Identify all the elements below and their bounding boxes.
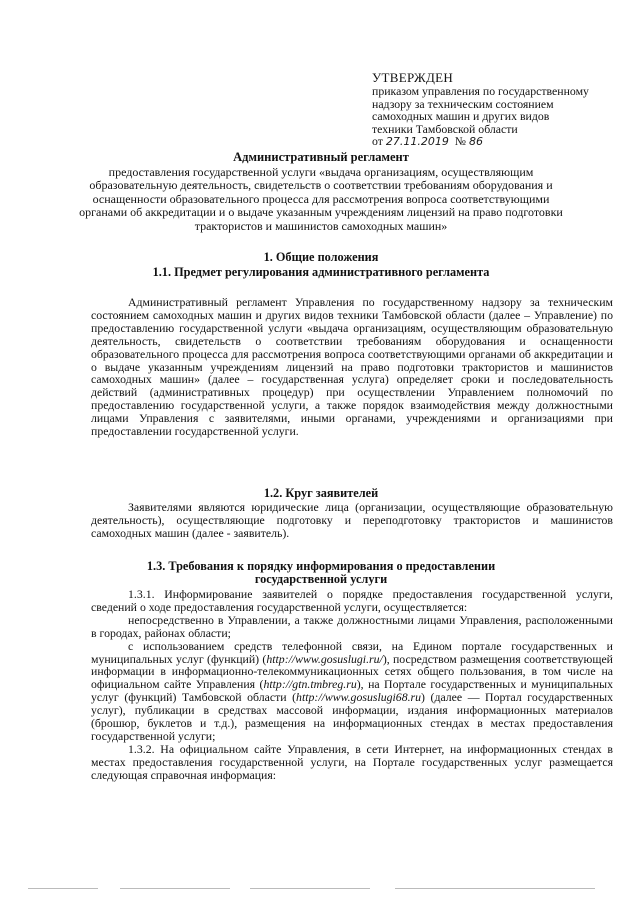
paragraph-text: Заявителями являются юридические лица (организации, осуществляющие образовательную деятельность), осуществляющие подготовку и переподготовку трактористов и машинистов самоходных машин (далее - заявитель). [91,500,613,540]
text-run: ), посредством размещения соответствующей информации в информационно-телекоммуникационных сетях общего пользования, в том числе на официальном сайте Управления ( [91,651,613,692]
approval-line: техники Тамбовской области [372,121,518,136]
section-heading: 1.3. Требования к порядку информирования о предоставлении [146,559,496,573]
scan-artifact-line [250,888,370,889]
approval-line: самоходных машин и других видов [372,109,550,123]
paragraph-text: Административный регламент Управления по государственному надзору за техническим состоянием самоходных машин и других видов техники Тамбовской области (далее – Управление) по предоставлению государственной услуги «выдача организациям, осуществляющим образовательную деятельность, свидетельств о соответствии требованиям оборудования и оснащенности образовательного процесса для рассмотрения вопроса соответствующими органами об аккредитации и о выдаче указанным учреждениям лицензий на право подготовки трактористов и машинистов самоходных машин» (далее – государственная услуга) определяет сроки и последовательность действий (административных процедур) при осуществлении Управлением полномочий по предоставлению государственной услуги, а также порядок взаимодействия между должностными лицами Управления с заявителями, иными органами, учреждениями и организациями при предоставлении государственной услуги. [91,295,613,439]
document-title [76,151,566,234]
url-link[interactable]: http://www.gosuslugi68.ru [296,690,422,705]
title-main: Административный регламент [233,150,409,164]
approval-line: приказом управления по государственному [372,84,589,98]
url-link[interactable]: http://gtn.tmbreg.ru [263,677,357,692]
number-label: № [454,134,467,148]
url-link[interactable]: http://www.gosuslugi.ru/ [266,651,383,666]
scan-artifact-line [28,888,98,889]
date-prefix: от [372,134,383,148]
approval-line: надзору за техническим состоянием [372,96,554,111]
text-run: ), на Портале государственных и муниципальных услуг (функций) Тамбовской области ( [91,677,613,705]
section-paragraph [91,501,613,540]
section-heading: 1. Общие положения [263,250,379,264]
title-subtitle: предоставления государственной услуги «выдача организациям, осуществляющим образовательную деятельность, свидетельств о соответствии требованиям оборудования и оснащенности образовательного процесса для рассмотрения вопроса соответствующими органами об аккредитации и о выдаче указанным учреждениям лицензий на право подготовки трактористов и машинистов самоходных машин» [79,164,563,233]
paragraph-text: 1.3.2. На официальном сайте Управления, в сети Интернет, на информационных стендах в местах предоставления государственной услуги, на Портале государственных услуг размещается следующая справочная информация: [91,741,613,782]
section-paragraph [91,296,613,438]
approval-block [372,70,622,149]
scan-artifact-line [395,888,595,889]
handwritten-number: 86 [468,135,483,148]
text-run: ) (далее — Портал государственных услуг), публикации в средствах массовой информации, издания информационных материалов (брошюр, буклетов и т.д.), размещения на информационных стендах в местах предоставления государственной услуги; [91,690,613,743]
handwritten-date: 27.11.2019 [385,135,449,148]
paragraph-text: непосредственно в Управлении, а также должностными лицами Управления, расположенными в городах, районах области; [91,612,613,640]
paragraph-text: 1.3.1. Информирование заявителей о порядке предоставления государственной услуги, сведений о ходе предоставления государственной услуги, осуществляется: [91,587,613,614]
approval-heading: УТВЕРЖДЕН [372,70,454,85]
text-run: с использованием средств телефонной связи, на Едином портале государственных и муниципальных услуг (функций) ( [91,638,613,666]
section-heading: 1.2. Круг заявителей [263,486,379,500]
section-heading: государственной услуги [254,572,388,586]
approval-date-line [372,135,622,149]
section-subheading: 1.1. Предмет регулирования административного регламента [152,265,490,279]
section-paragraph [91,588,613,782]
paragraph-text [91,640,613,743]
scan-artifact-line [120,888,230,889]
